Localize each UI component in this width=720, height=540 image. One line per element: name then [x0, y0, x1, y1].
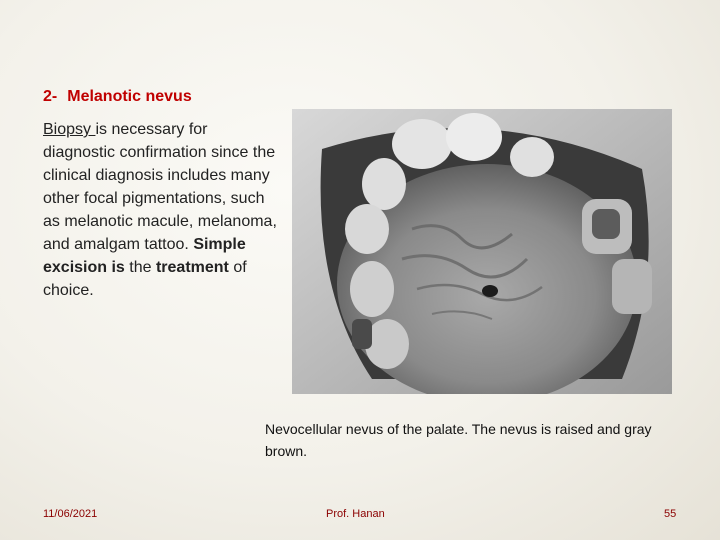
body-bold-1: Simple excision is	[43, 236, 246, 276]
biopsy-term: Biopsy	[43, 121, 96, 138]
body-paragraph	[43, 118, 283, 302]
body-bold-2: treatment	[155, 259, 229, 276]
palate-photo	[292, 109, 672, 394]
body-part-1: is necessary for diagnostic confirmation since the clinical diagnosis includes many other focal pigmentations, such as melanotic macule, melanoma, and amalgam tattoo.	[43, 121, 277, 253]
footer-author: Prof. Hanan	[326, 508, 385, 520]
footer-date: 11/06/2021	[43, 508, 98, 520]
page-number: 55	[664, 508, 677, 520]
heading-title: Melanotic nevus	[67, 88, 192, 105]
body-part-3: of choice.	[43, 259, 247, 299]
body-part-2: the	[124, 259, 156, 276]
heading-number: 2-	[43, 88, 58, 105]
photo-caption: Nevocellular nevus of the palate. The nevus is raised and gray brown.	[265, 421, 652, 459]
slide-heading	[43, 88, 192, 106]
